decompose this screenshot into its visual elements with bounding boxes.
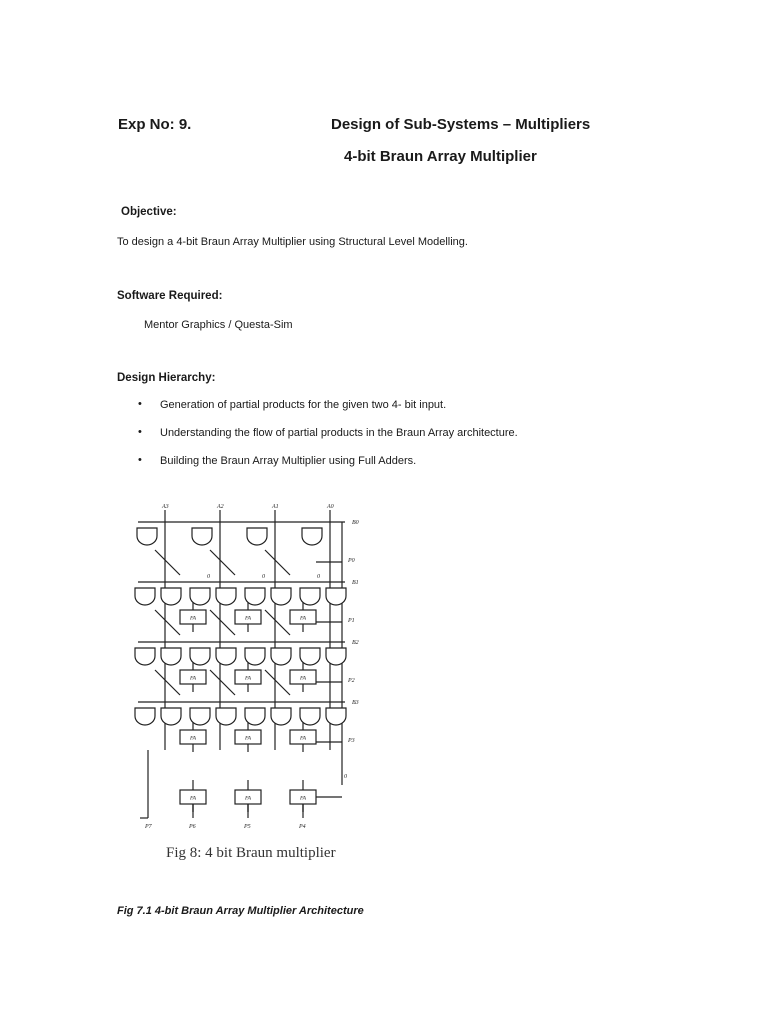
and-gate: [247, 528, 267, 545]
b-input-label: B1: [352, 580, 359, 586]
and-gate: [300, 588, 320, 605]
software-text: Mentor Graphics / Questa-Sim: [144, 319, 293, 331]
and-gate: [271, 708, 291, 725]
zero-label: 0: [207, 574, 210, 580]
wire: [210, 550, 235, 575]
objective-text: To design a 4-bit Braun Array Multiplier using Structural Level Modelling.: [117, 236, 468, 248]
figure-caption: Fig 7.1 4-bit Braun Array Multiplier Architecture: [117, 905, 364, 917]
and-gate: [216, 648, 236, 665]
list-item: • Generation of partial products for the given two 4- bit input.: [138, 398, 447, 411]
hierarchy-heading: Design Hierarchy:: [117, 372, 216, 384]
full-adder-label: FA: [189, 675, 197, 682]
and-gate: [271, 588, 291, 605]
wire: [210, 670, 235, 695]
and-gate: [245, 648, 265, 665]
a-input-label: A3: [162, 504, 169, 510]
wire: [265, 610, 290, 635]
and-gate: [326, 708, 346, 725]
zero-label: 0: [262, 574, 265, 580]
and-gate: [326, 648, 346, 665]
wire: [155, 670, 180, 695]
bullet-icon: •: [138, 398, 142, 410]
full-adder-label: FA: [299, 735, 307, 742]
bullet-icon: •: [138, 454, 142, 466]
and-gate: [216, 588, 236, 605]
full-adder-label: FA: [299, 675, 307, 682]
b-input-label: B0: [352, 520, 359, 526]
and-gate: [135, 588, 155, 605]
and-gate: [161, 588, 181, 605]
full-adder-label: FA: [244, 735, 252, 742]
and-gate: [190, 588, 210, 605]
a-input-label: A1: [272, 504, 279, 510]
p-output-label: P4: [299, 824, 306, 830]
software-heading: Software Required:: [117, 290, 223, 302]
full-adder-label: FA: [189, 795, 197, 802]
zero-label: 0: [317, 574, 320, 580]
p-output-label: P3: [348, 738, 355, 744]
and-gate: [135, 708, 155, 725]
hierarchy-list: [117, 399, 677, 483]
p-output-label: P2: [348, 678, 355, 684]
and-gate: [271, 648, 291, 665]
and-gate: [137, 528, 157, 545]
p-output-label: P1: [348, 618, 355, 624]
a-input-label: A2: [217, 504, 224, 510]
full-adder-label: FA: [244, 675, 252, 682]
objective-heading: Objective:: [121, 206, 177, 218]
list-item: • Understanding the flow of partial products in the Braun Array architecture.: [138, 426, 518, 439]
and-gate: [190, 708, 210, 725]
bullet-icon: •: [138, 426, 142, 438]
full-adder-label: FA: [299, 615, 307, 622]
a-input-label: A0: [327, 504, 334, 510]
page-subtitle: 4-bit Braun Array Multiplier: [344, 148, 537, 165]
and-gate: [192, 528, 212, 545]
b-input-label: B3: [352, 700, 359, 706]
p-output-label: P6: [189, 824, 196, 830]
and-gate: [135, 648, 155, 665]
exp-number: Exp No: 9.: [118, 116, 192, 133]
p-output-label: P5: [244, 824, 251, 830]
and-gate: [161, 708, 181, 725]
wire: [265, 550, 290, 575]
full-adder-label: FA: [244, 615, 252, 622]
wire: [155, 610, 180, 635]
zero-label: 0: [344, 774, 347, 780]
and-gate: [161, 648, 181, 665]
and-gate: [245, 588, 265, 605]
and-gate: [326, 588, 346, 605]
page-title: Design of Sub-Systems – Multipliers: [331, 116, 591, 133]
and-gate: [216, 708, 236, 725]
p-output-label: P7: [145, 824, 152, 830]
and-gate: [190, 648, 210, 665]
braun-multiplier-diagram: [120, 500, 410, 870]
wire: [265, 670, 290, 695]
full-adder-label: FA: [244, 795, 252, 802]
full-adder-label: FA: [299, 795, 307, 802]
list-item: • Building the Braun Array Multiplier using Full Adders.: [138, 454, 417, 467]
wire: [155, 550, 180, 575]
full-adder-label: FA: [189, 615, 197, 622]
and-gate: [302, 528, 322, 545]
full-adder-label: FA: [189, 735, 197, 742]
wire: [210, 610, 235, 635]
figure-image-caption: Fig 8: 4 bit Braun multiplier: [166, 845, 336, 861]
and-gate: [300, 648, 320, 665]
p-output-label: P0: [348, 558, 355, 564]
and-gate: [245, 708, 265, 725]
b-input-label: B2: [352, 640, 359, 646]
and-gate: [300, 708, 320, 725]
